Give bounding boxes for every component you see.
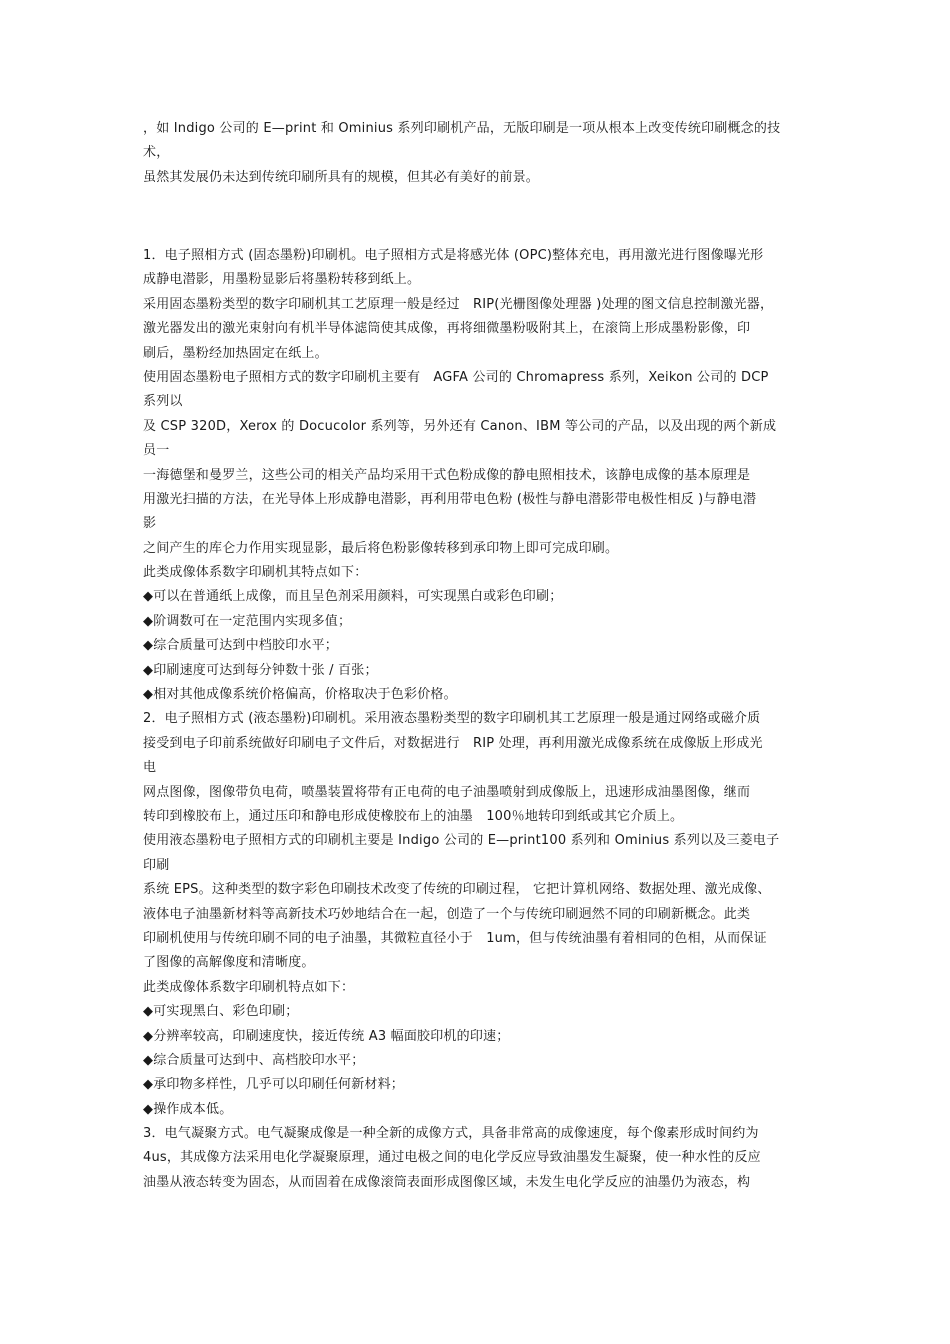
body-text-line: 及 CSP 320D，Xerox 的 Docucolor 系列等，另外还有 Canon、IBM 等公司的产品，以及出现的两个新成 [143, 418, 777, 434]
body-text-line: 用激光扫描的方法，在光导体上形成静电潜影，再利用带电色粉 (极性与静电潜影带电极性相反 )与静电潜 [143, 491, 757, 507]
body-text-line: ◆综合质量可达到中、高档胶印水平； [143, 1052, 365, 1068]
body-text-line: 影 [143, 516, 157, 532]
body-text-line: 1．电子照相方式 (固态墨粉)印刷机。电子照相方式是将感光体 (OPC)整体充电，再用激光进行图像曝光形 [143, 248, 764, 263]
body-text-line: 采用固态墨粉类型的数字印刷机其工艺原理一般是经过 RIP(光栅图像处理器 )处理的图文信息控制激光器， [143, 296, 774, 312]
body-text-line: 网点图像，图像带负电荷，喷墨装置将带有正电荷的电子油墨喷射到成像版上，迅速形成油墨图像，继而 [143, 784, 751, 800]
body-text-line: ◆相对其他成像系统价格偏高，价格取决于色彩价格。 [143, 687, 457, 703]
body-text-line: 印刷机使用与传统印刷不同的电子油墨，其微粒直径小于 1um，但与传统油墨有着相同的色相，从而保证 [143, 930, 767, 946]
intro-text-line: 术， [143, 145, 170, 161]
body-text-line: 成静电潜影，用墨粉显影后将墨粉转移到纸上。 [143, 272, 421, 288]
body-text-line: ◆可实现黑白、彩色印刷； [143, 1004, 299, 1020]
body-text-line: ◆印刷速度可达到每分钟数十张 / 百张； [143, 662, 378, 678]
intro-text-line: 虽然其发展仍未达到传统印刷所具有的规模，但其必有美好的前景。 [143, 169, 540, 185]
body-text-line: 之间产生的库仑力作用实现显影，最后将色粉影像转移到承印物上即可完成印刷。 [143, 540, 619, 556]
body-text-line: 转印到橡胶布上，通过压印和静电形成使橡胶布上的油墨 100％地转印到纸或其它介质上。 [143, 808, 684, 824]
body-text-line: ◆操作成本低。 [143, 1101, 233, 1117]
intro-text-line: ，如 Indigo 公司的 E—print 和 Ominius 系列印刷机产品，无版印刷是一项从根本上改变传统印刷概念的技 [143, 121, 781, 136]
body-text-line: ◆分辨率较高，印刷速度快，接近传统 A3 幅面胶印机的印速； [143, 1028, 510, 1044]
body-text-line: 电 [143, 760, 157, 776]
body-text-line: 激光器发出的激光束射向有机半导体滤筒使其成像，再将细微墨粉吸附其上，在滚筒上形成墨粉影像，印 [143, 321, 751, 337]
body-text-line: 一海德堡和曼罗兰，这些公司的相关产品均采用干式色粉成像的静电照相技术，该静电成像的基本原理是 [143, 467, 751, 483]
body-text-line: ◆可以在普通纸上成像，而且呈色剂采用颜料，可实现黑白或彩色印刷； [143, 589, 563, 605]
body-text-line: 刷后，墨粉经加热固定在纸上。 [143, 345, 328, 361]
intro-paragraph [143, 117, 815, 190]
body-text-line: ◆承印物多样性，几乎可以印刷任何新材料； [143, 1077, 404, 1093]
body-text-line: 2．电子照相方式 (液态墨粉)印刷机。采用液态墨粉类型的数字印刷机其工艺原理一般是通过网络或磁介质 [143, 711, 761, 727]
body-text-line: 系列以 [143, 394, 183, 410]
body-text-line: 使用液态墨粉电子照相方式的印刷机主要是 Indigo 公司的 E—print100 系列和 Ominius 系列以及三菱电子 [143, 833, 780, 849]
body-text-line: ◆阶调数可在一定范围内实现多值； [143, 613, 352, 629]
body-text-line: 员一 [143, 443, 170, 459]
body-text [143, 244, 815, 1195]
body-text-line: 此类成像体系数字印刷机其特点如下： [143, 565, 368, 581]
body-text-line: 接受到电子印前系统做好印刷电子文件后，对数据进行 RIP 处理，再利用激光成像系统在成像版上形成光 [143, 735, 763, 751]
body-text-line: 液体电子油墨新材料等高新技术巧妙地结合在一起，创造了一个与传统印刷迥然不同的印刷新概念。此类 [143, 906, 751, 922]
body-text-line: 3．电气凝聚方式。电气凝聚成像是一种全新的成像方式，具备非常高的成像速度，每个像素形成时间约为 [143, 1126, 759, 1142]
body-text-line: 印刷 [143, 857, 170, 873]
body-text-line: 了图像的高解像度和清晰度。 [143, 955, 315, 971]
body-text-line: 油墨从液态转变为固态，从而固着在成像滚筒表面形成图像区域，未发生电化学反应的油墨仍为液态，构 [143, 1174, 751, 1190]
body-text-line: 使用固态墨粉电子照相方式的数字印刷机主要有 AGFA 公司的 Chromapress 系列，Xeikon 公司的 DCP [143, 369, 769, 385]
body-text-line: 系统 EPS。这种类型的数字彩色印刷技术改变了传统的印刷过程， 它把计算机网络、数据处理、激光成像、 [143, 882, 771, 898]
body-text-line: 此类成像体系数字印刷机特点如下： [143, 979, 355, 995]
body-text-line: 4us，其成像方法采用电化学凝聚原理，通过电极之间的电化学反应导致油墨发生凝聚，使一种水性的反应 [143, 1150, 761, 1166]
body-text-line: ◆综合质量可达到中档胶印水平； [143, 638, 338, 654]
